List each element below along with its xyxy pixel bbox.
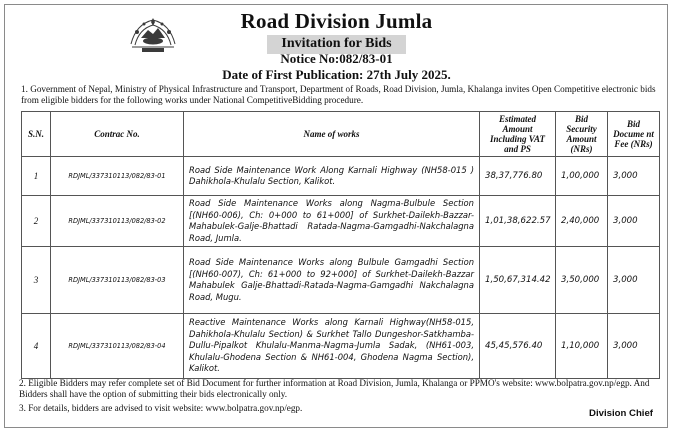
row-sn: 3 xyxy=(22,247,51,314)
row-document-fee: 3,000 xyxy=(608,247,660,314)
row-works: Road Side Maintenance Work Along Karnali Highway (NH58-015 ) Dahikhola-Khulalu Section, Kalikot. xyxy=(184,157,480,196)
table-row xyxy=(22,314,660,379)
row-estimated: 45,45,576.40 xyxy=(480,314,556,379)
row-security: 1,10,000 xyxy=(556,314,608,379)
row-estimated: 1,01,38,622.57 xyxy=(480,196,556,247)
row-contract: RDJML/337310113/082/83-02 xyxy=(51,196,184,247)
office-title: Road Division Jumla xyxy=(240,9,433,33)
row-security: 2,40,000 xyxy=(556,196,608,247)
row-sn: 4 xyxy=(22,314,51,379)
note-website: 3. For details, bidders are advised to visit website: www.bolpatra.gov.np/egp. xyxy=(19,403,303,413)
row-security: 1,00,000 xyxy=(556,157,608,196)
note-bid-document: 2. Eligible Bidders may refer complete set of Bid Document for further information at Road Division, Jumla, Khalanga or PPMO's website: www.bolpatra.gov.np/egp. And Bidders shall have the option of submitting their bids electronically only. xyxy=(19,378,650,399)
row-estimated: 38,37,776.80 xyxy=(480,157,556,196)
notice-subtitle: Invitation for Bids xyxy=(267,35,405,54)
table-header-row xyxy=(22,112,660,157)
row-contract: RDJML/337310113/082/83-03 xyxy=(51,247,184,314)
row-works: Reactive Maintenance Works along Karnali Highway(NH58-015, Dahikhola-Khulalu Section) & Surkhet Tallo Dungeshor-Satkhamba-Dullu-Pipalkot Khulalu-Manma-Nagma-Jumla Sadak, (NH61-003, Khulalu-Ghodena Section & NH61-004, Ghodena Nagma Section), Kalikot. xyxy=(184,314,480,379)
table-row xyxy=(22,247,660,314)
header-estimated: Estimated Amount Including VAT and PS xyxy=(480,112,556,157)
header-sn: S.N. xyxy=(22,112,51,157)
row-works: Road Side Maintenance Works along Bulbule Gamgadhi Section [(NH60-007), Ch: 61+000 to 92+000] of Surkhet-Dailekh-Bazzar Mahabulek Galje-Bhattadi-Ratada-Nagma-Gamgadhi Nakchalagna Road, Mugu. xyxy=(184,247,480,314)
row-contract: RDJML/337310113/082/83-01 xyxy=(51,157,184,196)
intro-paragraph: 1. Government of Nepal, Ministry of Physical Infrastructure and Transport, Department of Roads, Road Division, Jumla, Khalanga invites Open Competitive electronic bids from eligible bidders for the following works under National CompetitiveBidding procedure. xyxy=(21,84,656,105)
publication-date: Date of First Publication: 27th July 2025. xyxy=(222,67,451,82)
signature-division-chief: Division Chief xyxy=(589,408,653,419)
row-security: 3,50,000 xyxy=(556,247,608,314)
header-security: Bid Security Amount (NRs) xyxy=(556,112,608,157)
row-document-fee: 3,000 xyxy=(608,196,660,247)
row-contract: RDJML/337310113/082/83-04 xyxy=(51,314,184,379)
row-sn: 1 xyxy=(22,157,51,196)
row-estimated: 1,50,67,314.42 xyxy=(480,247,556,314)
row-document-fee: 3,000 xyxy=(608,157,660,196)
header-works: Name of works xyxy=(184,112,480,157)
header-contract: Contrac No. xyxy=(51,112,184,157)
row-document-fee: 3,000 xyxy=(608,314,660,379)
table-row xyxy=(22,196,660,247)
row-sn: 2 xyxy=(22,196,51,247)
header-document-fee: Bid Docume nt Fee (NRs) xyxy=(608,112,660,157)
bids-table xyxy=(21,111,660,379)
notice-number: Notice No:082/83-01 xyxy=(280,51,393,66)
table-row xyxy=(22,157,660,196)
row-works: Road Side Maintenance Works along Nagma-Bulbule Section [(NH60-006), Ch: 0+000 to 61+000] of Surkhet-Dailekh-Bazzar-Mahabulek-Galje-Bhattadi Ratada-Nagma-Gamgadhi-Nakchalagna Road, Jumla. xyxy=(184,196,480,247)
